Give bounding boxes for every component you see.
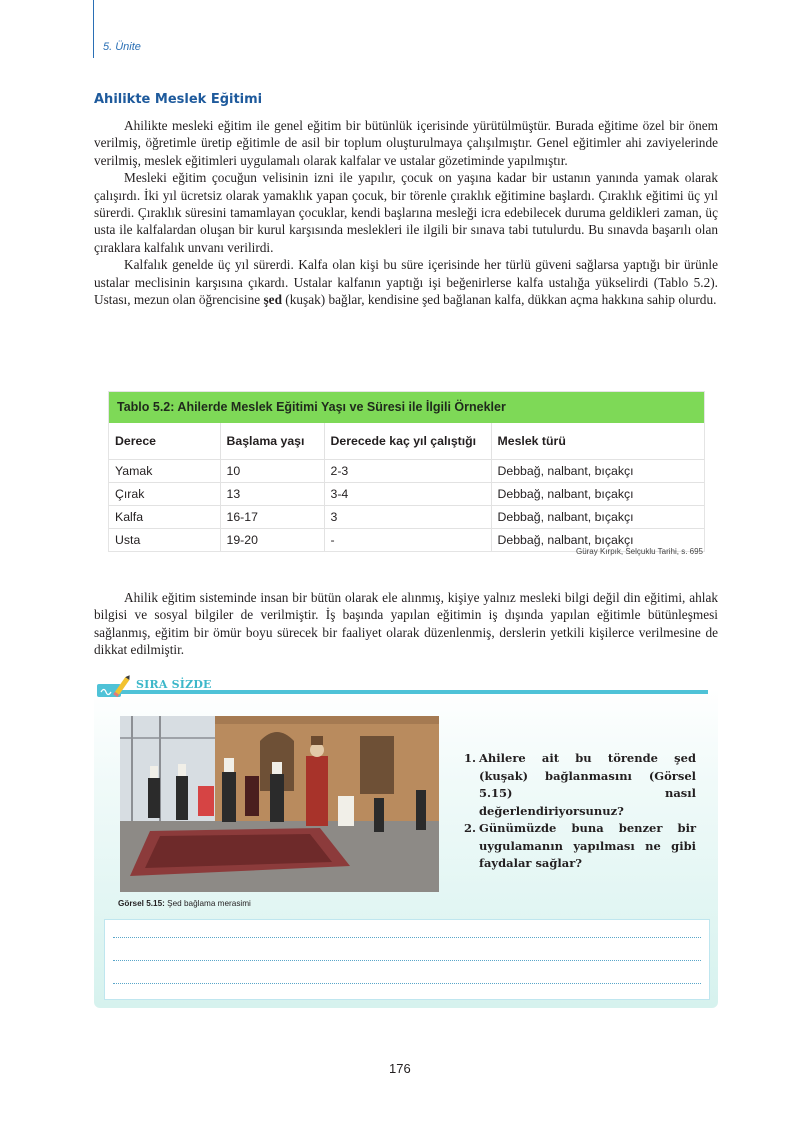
pencil-icon	[96, 673, 136, 699]
table-cell: Çırak	[109, 483, 220, 506]
table-cell: Yamak	[109, 460, 220, 483]
table-cell: Kalfa	[109, 506, 220, 529]
paragraph: Mesleki eğitim çocuğun velisinin izni ile yapılır, çocuk on yaşına kadar bir ustanın yanında yamak olarak çalışırdı. İki yıl ücretsiz olarak yamaklık yapan çocuk, bir törenle çıraklık eğitimine başlardı. Çıraklık eğitimi üç yıl sürerdi. Çıraklık süresini tamamlayan çocuklar, kendi başlarına mesleği icra edebilecek duruma geldikleri zaman, üç usta ile kalfalardan oluşan bir kurul karşısında meslekleri ile ilgili bir sınava tabi tutulurdu. Bu sınavda başarılı olan çıraklara kalfalık unvanı verilirdi.	[94, 170, 718, 255]
bold-term: şed	[263, 292, 282, 308]
photo-caption-text: Şed bağlama merasimi	[164, 899, 251, 908]
table-cell: 3	[324, 506, 491, 529]
table-cell: Debbağ, nalbant, bıçakçı	[497, 464, 634, 478]
answer-line[interactable]	[113, 960, 701, 961]
activity-title: SIRA SİZDE	[136, 678, 212, 691]
question-item	[464, 820, 696, 873]
body-text-top	[94, 117, 718, 308]
data-table	[109, 423, 704, 551]
paragraph: Ahilik eğitim sisteminde insan bir bütün olarak ele alınmış, kişiye yalnız mesleki bilgi değil din eğitimi, ahlak bilgisi ve sosyal bilgiler de verilmiştir. İş başında yapılan eğitimin iş dışında yapılan eğitimle bütünleşmesi sağlanmış, eğitim bir ömür boyu sürecek bir faaliyet olarak düzenlenmiş, derslerin yetkili kişilerce verilmesine de dikkat edilmiştir.	[94, 590, 718, 658]
paragraph-text: Kalfalık genelde üç yıl sürerdi. Kalfa olan kişi bu süre içerisinde her türlü güveni sağlarsa yaptığı bir ürünle ustalar meclisinin karşısına çıkardı. Ustalar kalfanın yaptığı işi beğenirlerse kalfa ustalığa yükselirdi (Tablo 5.2). Ustası, mezun olan öğrencisine	[94, 257, 718, 308]
table-row	[109, 506, 704, 529]
question-list	[464, 750, 696, 873]
table-cell: 10	[220, 460, 324, 483]
table-cell: 16-17	[220, 506, 324, 529]
table-cell: 19-20	[220, 529, 324, 552]
ceremony-photo-illustration	[120, 716, 439, 892]
ceremony-photo	[120, 716, 439, 892]
column-header: Derecede kaç yıl çalıştığı	[324, 423, 491, 460]
table-cell: 3-4	[324, 483, 491, 506]
table-cell: Debbağ, nalbant, bıçakçı	[497, 510, 634, 524]
column-header: Derece	[109, 423, 220, 460]
question-text: Ahilere ait bu törende şed (kuşak) bağlanmasını (Görsel 5.15) nasıl değerlendiriyorsunuz?	[479, 751, 696, 818]
table-5-2	[108, 391, 705, 552]
body-text-bottom	[94, 589, 718, 659]
table-cell: 13	[220, 483, 324, 506]
question-item	[464, 750, 696, 820]
column-header: Başlama yaşı	[220, 423, 324, 460]
table-row	[109, 460, 704, 483]
table-cell: 2-3	[324, 460, 491, 483]
photo-caption	[118, 899, 251, 908]
table-cell: -	[324, 529, 491, 552]
page-number: 176	[389, 1061, 411, 1076]
unit-label: 5. Ünite	[103, 41, 141, 53]
table-row	[109, 483, 704, 506]
column-header: Meslek türü	[497, 434, 566, 448]
question-text: Günümüzde buna benzer bir uygulamanın yapılması ne gibi faydalar sağlar?	[479, 821, 696, 870]
header-rule	[93, 0, 94, 58]
question-number: 1.	[464, 751, 477, 765]
table-source-citation: Güray Kırpık, Selçuklu Tarihi, s. 695	[575, 547, 703, 556]
table-cell: Usta	[109, 529, 220, 552]
paragraph: Ahilikte mesleki eğitim ile genel eğitim bir bütünlük içerisinde yürütülmüştür. Burada eğitime özel bir önem verilmiş, öğretimle üretip eğitimle de asil bir toplum oluşturulmaya çalışılmıştır. Genel eğitimler ahi zaviyelerinde verilmiş, meslek eğitimleri uygulamalı olarak kalfalar ve ustalar gözetiminde yapılmıştır.	[94, 118, 718, 168]
table-cell: Debbağ, nalbant, bıçakçı	[497, 487, 634, 501]
question-number: 2.	[464, 821, 477, 835]
answer-area[interactable]	[104, 919, 710, 1000]
table-caption: Tablo 5.2: Ahilerde Meslek Eğitimi Yaşı ve Süresi ile İlgili Örnekler	[109, 392, 704, 423]
section-title: Ahilikte Meslek Eğitimi	[94, 92, 263, 107]
paragraph	[94, 256, 718, 308]
answer-line[interactable]	[113, 937, 701, 938]
answer-line[interactable]	[113, 983, 701, 984]
table-header-row	[109, 423, 704, 460]
paragraph-text: (kuşak) bağlar, kendisine şed bağlanan kalfa, dükkan açma hakkına sahip olurdu.	[281, 292, 717, 308]
photo-caption-label: Görsel 5.15:	[118, 899, 165, 908]
table-cell: Debbağ, nalbant, bıçakçı	[497, 533, 634, 547]
